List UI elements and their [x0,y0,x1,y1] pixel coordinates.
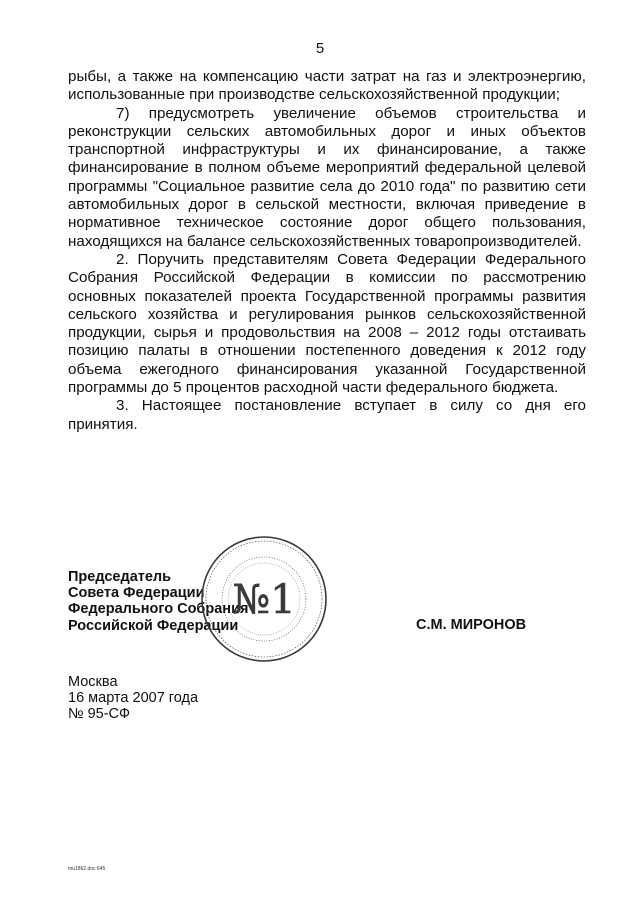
signatory-name: С.М. МИРОНОВ [416,617,527,633]
document-body [68,68,586,434]
signatory-title-line: Председатель [68,569,172,585]
place-and-date [68,674,198,723]
signatory-title-line: Совета Федерации [68,585,205,602]
city: Москва [68,674,118,690]
paragraph-item-7: 7) предусмотреть увеличение объемов строительства и реконструкции сельских автомобильных дорог и иных объектов транспортной инфраструктуры и их финансирование, а также финансирование в полном объеме мероприятий федеральной целевой программы "Социальное развитие села до 2010 года" по развитию сети автомобильных дорог в сельской местности, включая приведение в нормативное техническое состояние дорог общего пользования, находящихся на балансе сельскохозяйственных товаропроизводителей. [68,104,586,250]
document-number: № 95-СФ [68,706,131,723]
official-seal-stamp [198,533,330,665]
file-reference: mu1862.doc 645 [68,866,106,872]
paragraph-continuation: рыбы, а также на компенсацию части затрат на газ и электроэнергию, использованные при производстве сельскохозяйственной продукции; [68,68,586,104]
signatory-title-line: Федерального Собрания [68,601,249,618]
page-number: 5 [315,40,325,57]
signatory-title-line: Российской Федерации [68,617,239,634]
paragraph-point-2: 2. Поручить представителям Совета Федерации Федерального Собрания Российской Федерации в комиссии по рассмотрению основных показателей проекта Государственной программы развития сельского хозяйства и регулирования рынков сельскохозяйственной продукции, сырья и продовольствия на 2008 – 2012 годы отстаивать позицию палаты в отношении постепенного доведения к 2012 году объема ежегодного финансирования указанной Государственной программы до 5 процентов расходной части федерального бюджета. [68,250,586,397]
document-date: 16 марта 2007 года [68,690,199,707]
paragraph-point-3: 3. Настоящее постановление вступает в силу со дня его принятия. [68,397,586,433]
svg-text:№1: №1 [232,577,296,623]
